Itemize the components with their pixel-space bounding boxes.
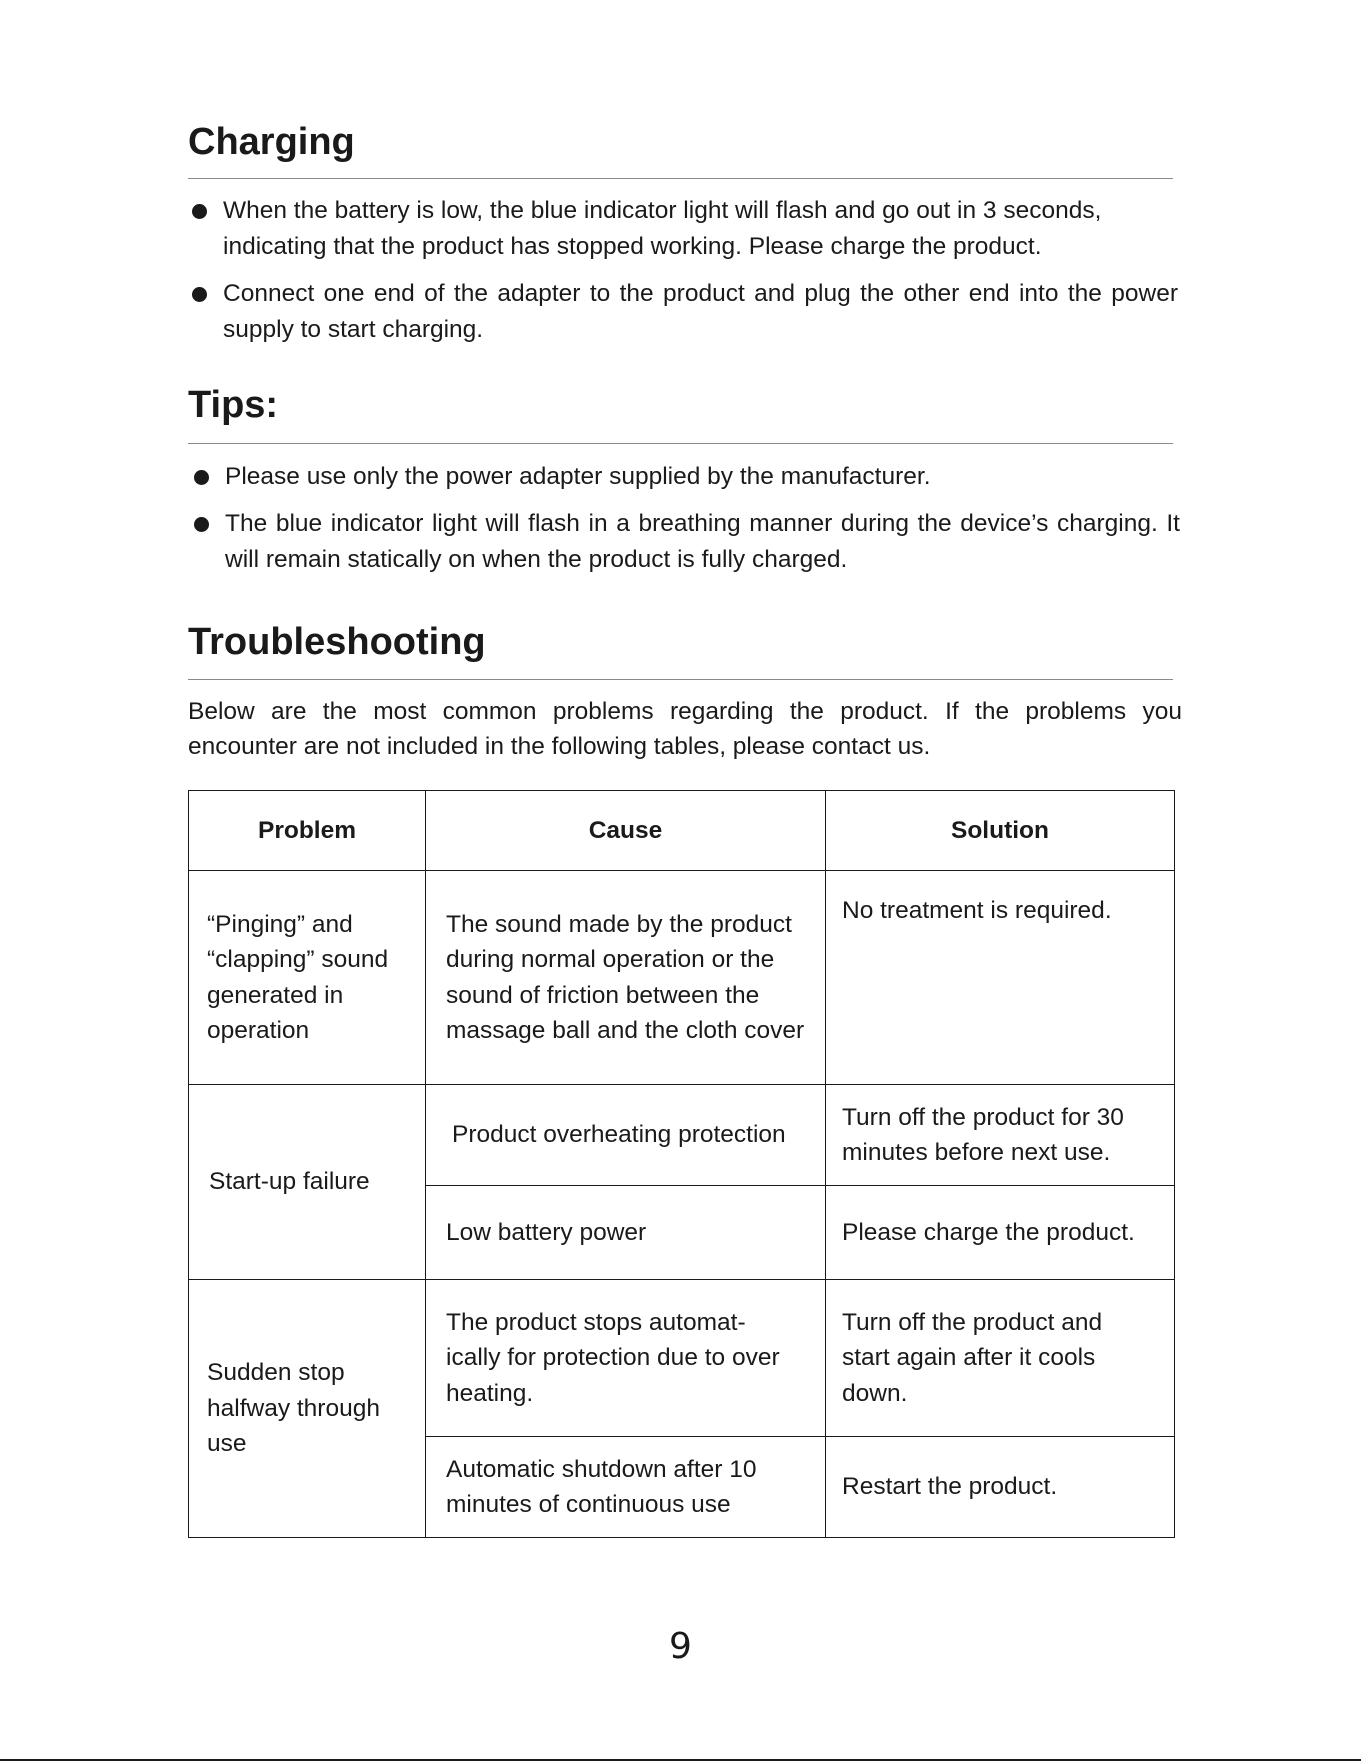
table-row (189, 1085, 1175, 1186)
table-header-row (189, 791, 1175, 871)
tips-bullet-text: Please use only the power adapter supplied by the manufacturer. (225, 463, 931, 490)
charging-divider (188, 178, 1173, 179)
bullet-dot-icon (192, 204, 207, 219)
table-row (189, 871, 1175, 1085)
troubleshooting-intro: Below are the most common problems regarding the product. If the problems you encounter are not included in the following tables, please contact us. (188, 698, 1182, 760)
header-solution: Solution (826, 791, 1175, 871)
cause-cell: Product overheating protection (426, 1085, 826, 1186)
troubleshooting-title: Troubleshooting (188, 621, 486, 663)
cause-cell: The sound made by the product during normal operation or the sound of friction between the massage ball and the cloth cover (426, 871, 826, 1085)
tips-divider (188, 443, 1173, 444)
troubleshooting-divider (188, 679, 1173, 680)
tips-title: Tips: (188, 384, 279, 426)
header-cause: Cause (426, 791, 826, 871)
header-problem: Problem (189, 791, 426, 871)
charging-bullet-text: Connect one end of the adapter to the product and plug the other end into the power supply to start charging. (223, 280, 1178, 343)
cause-cell: Low battery power (426, 1186, 826, 1280)
problem-cell: “Pinging” and “clapping” sound generated in operation (189, 871, 426, 1085)
cause-cell: The product stops automat-ically for protection due to over heating. (426, 1280, 826, 1437)
bullet-dot-icon (194, 517, 209, 532)
charging-bullet-text: When the battery is low, the blue indicator light will flash and go out in 3 seconds, indicating that the product has stopped working. Please charge the product. (223, 197, 1102, 260)
solution-cell: Restart the product. (826, 1437, 1175, 1538)
charging-title: Charging (188, 121, 355, 163)
tips-bullet-text: The blue indicator light will flash in a breathing manner during the device’s charging. It will remain statically on when the product is fully charged. (225, 510, 1180, 573)
bullet-dot-icon (192, 287, 207, 302)
table-row (189, 1280, 1175, 1437)
cause-cell: Automatic shutdown after 10 minutes of continuous use (426, 1437, 826, 1538)
solution-cell: Turn off the product and start again after it cools down. (826, 1280, 1175, 1437)
problem-cell: Sudden stop halfway through use (189, 1280, 426, 1538)
page-number: 9 (669, 1626, 692, 1667)
troubleshooting-table (188, 790, 1175, 1538)
bullet-dot-icon (194, 470, 209, 485)
problem-cell: Start-up failure (189, 1085, 426, 1280)
solution-cell: Turn off the product for 30 minutes before next use. (826, 1085, 1175, 1186)
solution-cell: No treatment is required. (826, 871, 1175, 1085)
solution-cell: Please charge the product. (826, 1186, 1175, 1280)
